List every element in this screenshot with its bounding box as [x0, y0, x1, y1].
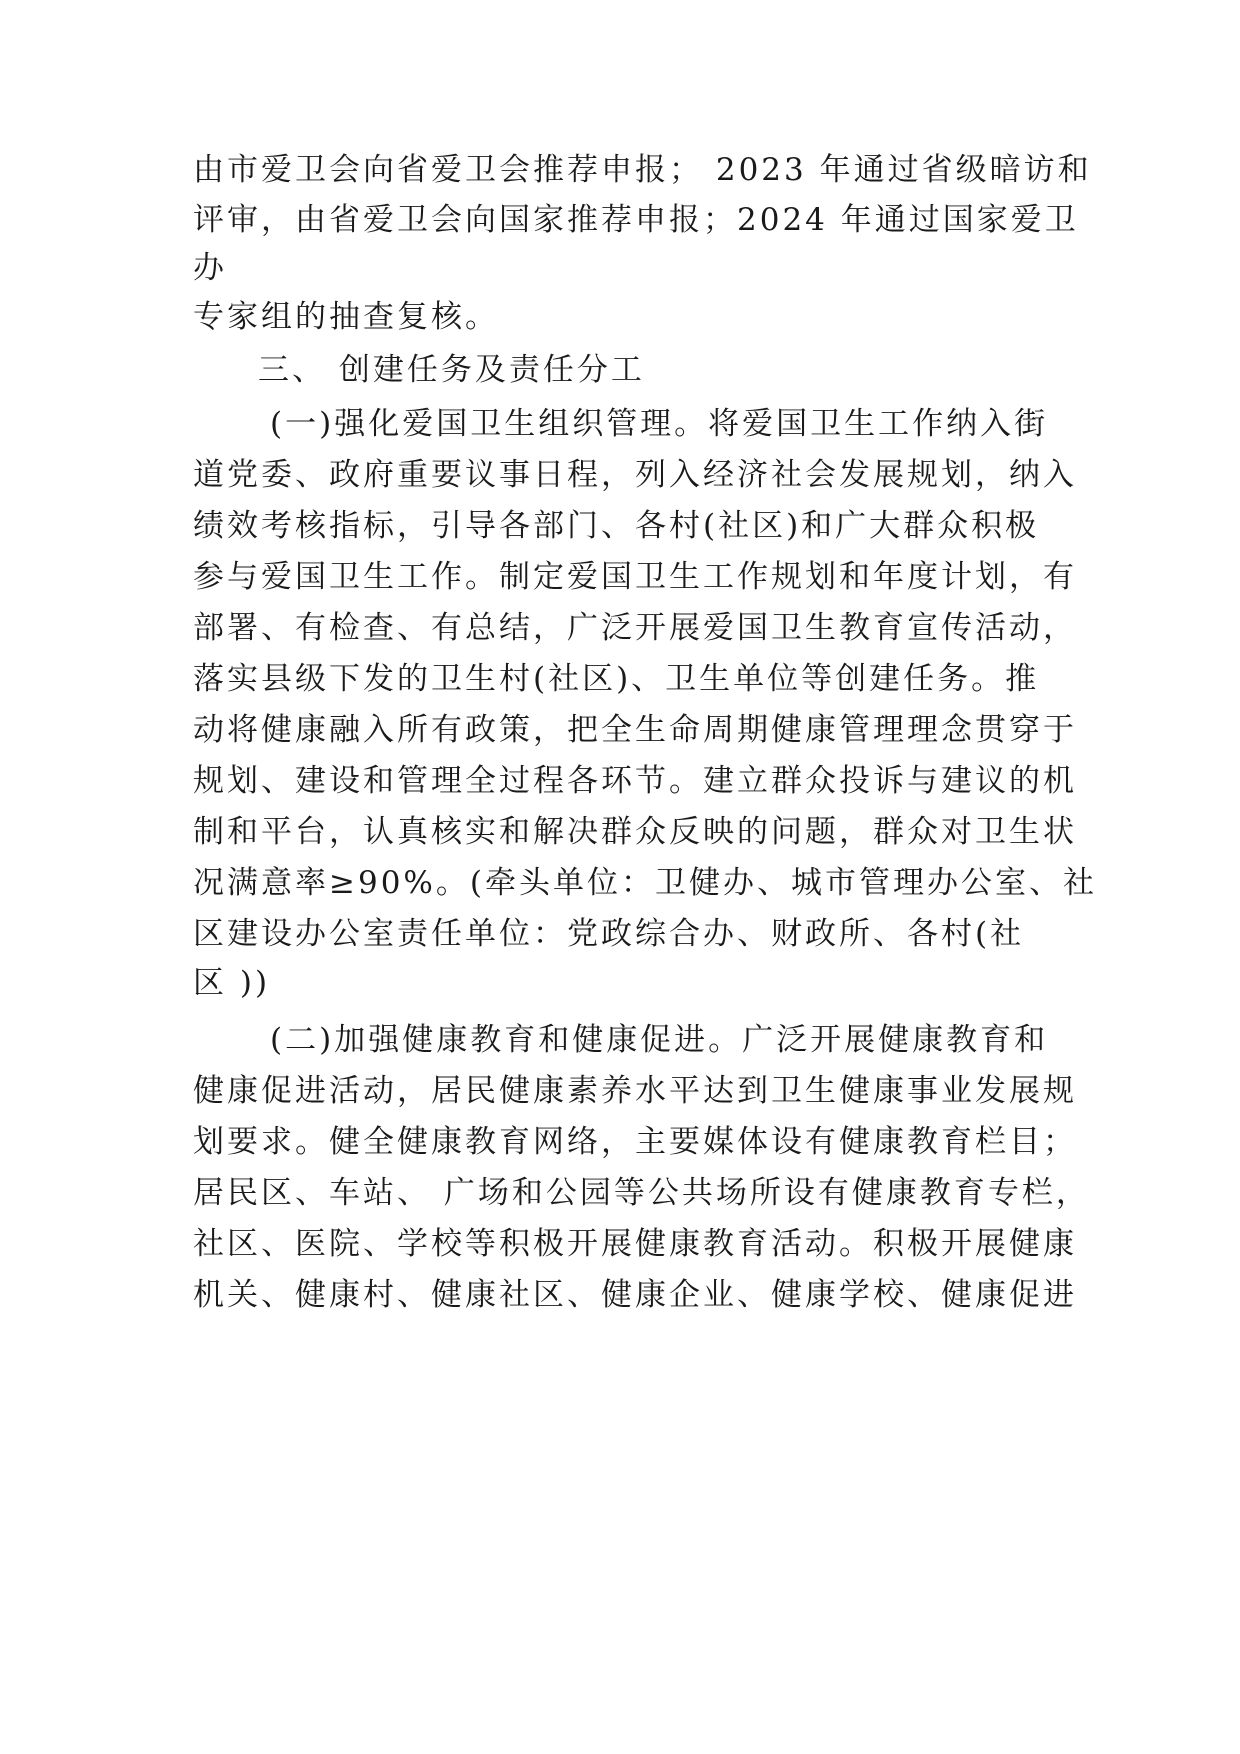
text-line: 居民区、车站、 广场和公园等公共场所设有健康教育专栏，	[193, 1175, 1090, 1211]
text-line: 规划、建设和管理全过程各环节。建立群众投诉与建议的机	[193, 763, 1077, 799]
text-line: 部署、有检查、有总结，广泛开展爱国卫生教育宣传活动，	[193, 610, 1077, 646]
text-line: 况满意率≥90%。(牵头单位：卫健办、城市管理办公室、社	[193, 865, 1097, 901]
text-line: 道党委、政府重要议事日程，列入经济社会发展规划，纳入	[193, 457, 1077, 493]
text-line: 划要求。健全健康教育网络，主要媒体设有健康教育栏目；	[193, 1124, 1077, 1160]
text-line: 区建设办公室责任单位：党政综合办、财政所、各村(社	[193, 916, 1025, 952]
text-line: (二)加强健康教育和健康促进。广泛开展健康教育和	[270, 1022, 1049, 1058]
text-line: 落实县级下发的卫生村(社区)、卫生单位等创建任务。推	[193, 661, 1040, 697]
text-line: 制和平台，认真核实和解决群众反映的问题，群众对卫生状	[193, 814, 1077, 850]
text-line: 区 ))	[193, 965, 271, 1001]
text-line: 参与爱国卫生工作。制定爱国卫生工作规划和年度计划，有	[193, 559, 1077, 595]
text-line: 由市爱卫会向省爱卫会推荐申报； 2023 年通过省级暗访和	[193, 152, 1092, 188]
text-line: 绩效考核指标，引导各部门、各村(社区)和广大群众积极	[193, 508, 1040, 544]
section-heading: 三、 创建任务及责任分工	[258, 352, 645, 388]
text-line: 评审，由省爱卫会向国家推荐申报；2024 年通过国家爱卫	[193, 202, 1079, 238]
text-line: 社区、医院、学校等积极开展健康教育活动。积极开展健康	[193, 1226, 1077, 1262]
text-line: 专家组的抽查复核。	[193, 299, 499, 335]
text-line: (一)强化爱国卫生组织管理。将爱国卫生工作纳入街	[270, 406, 1049, 442]
text-line: 动将健康融入所有政策，把全生命周期健康管理理念贯穿于	[193, 712, 1077, 748]
text-line: 机关、健康村、健康社区、健康企业、健康学校、健康促进	[193, 1277, 1077, 1313]
text-line: 办	[193, 250, 227, 286]
text-line: 健康促进活动，居民健康素养水平达到卫生健康事业发展规	[193, 1073, 1077, 1109]
